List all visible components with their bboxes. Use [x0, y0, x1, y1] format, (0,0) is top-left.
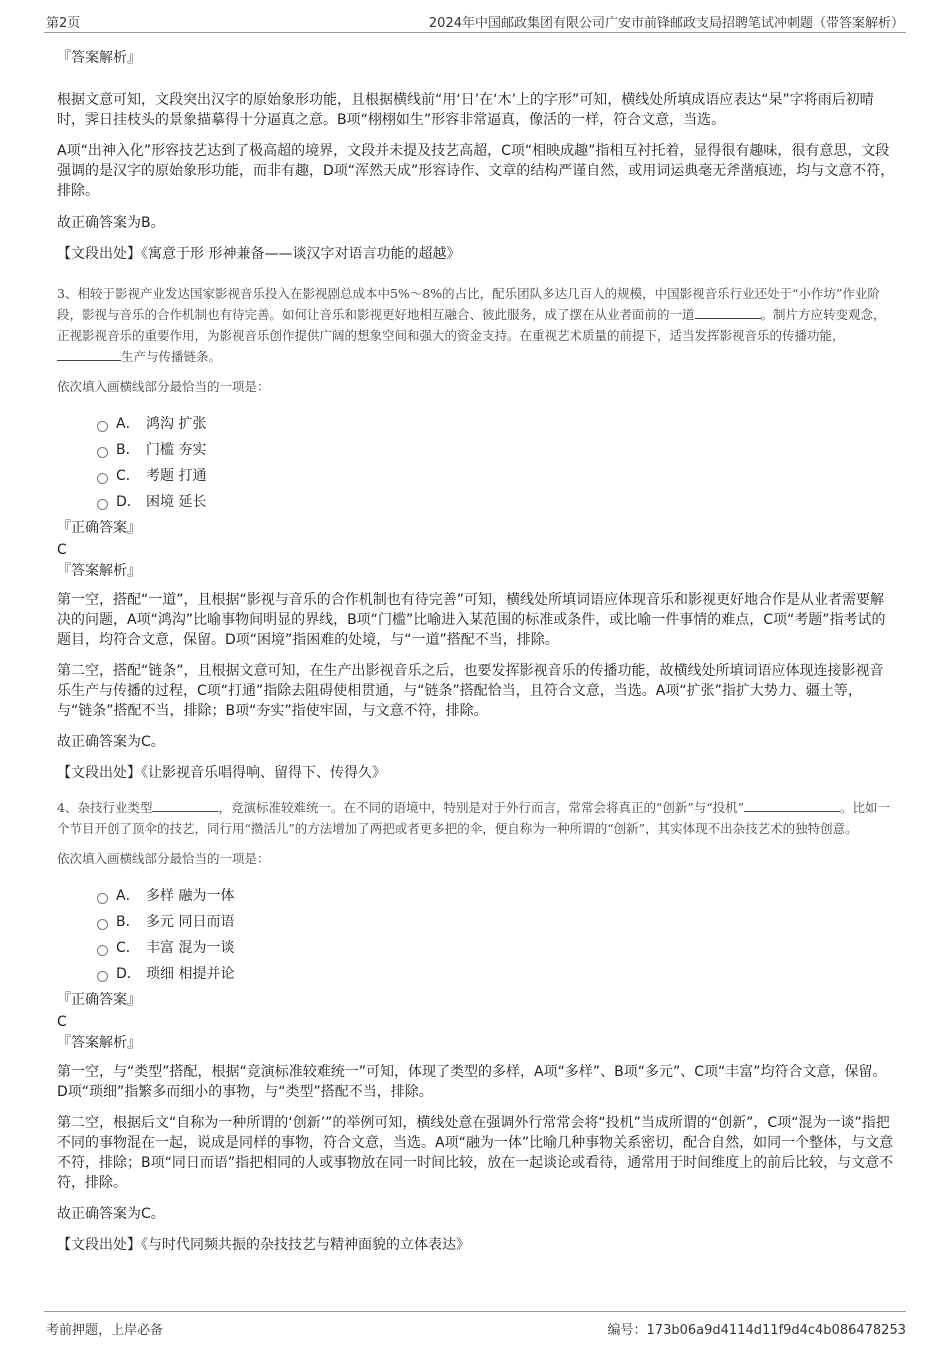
radio-icon[interactable] — [97, 919, 108, 930]
q3-text-a: 3、相较于影视产业发达国家影视音乐投入在影视剧总成本中5%～8%的占比，配乐团队多达几百人的规模，中国影视音乐行业还处于“小作坊”作业阶段，影视与音乐的合作机制也有待完善。如何让音乐和影视更好地相互融合、彼此服务，成了摆在从业者面前的一道 — [57, 286, 880, 322]
q4-options — [97, 882, 897, 986]
radio-icon[interactable] — [97, 499, 108, 510]
q2-analysis-p2: A项“出神入化”形容技艺达到了极高超的境界，文段并未提及技艺高超，C项“相映成趣”指相互衬托着，显得很有趣味，很有意思，文段强调的是汉字的原始象形功能，而非有趣，D项“浑然天成”形容诗作、文章的结构严谨自然，或用词运典毫无斧凿痕迹，均与文意不符，排除。 — [57, 143, 895, 199]
q4-analysis-p1: 第一空，与“类型”搭配，根据“竞演标准较难统一”可知，体现了类型的多样，A项“多样”、B项“多元”、C项“丰富”均符合文意，保留。D项“琐细”指繁多而细小的事物，与“类型”搭配不当，排除。 — [57, 1064, 887, 1100]
radio-icon[interactable] — [97, 893, 108, 904]
footer-serial: 编号：173b06a9d4114d11f9d4c4b086478253 — [607, 1323, 906, 1338]
page-content — [57, 40, 897, 1269]
q2-source: 【文段出处】《寓意于形 形神兼备——谈汉字对语言功能的超越》 — [57, 246, 461, 262]
q3-blank-2 — [57, 347, 121, 361]
q4-text-c: 。比如一个节目开创了顶伞的技艺，同行用“攒活儿”的方法增加了两把或者更多把的伞，便自称为一种所谓的“创新”，其实体现不出杂技艺术的独特创意。 — [57, 800, 891, 836]
radio-icon[interactable] — [97, 447, 108, 458]
q4-correct-label: 『正确答案』 — [57, 992, 141, 1008]
q4-prompt: 依次填入画横线部分最恰当的一项是： — [57, 851, 270, 866]
radio-icon[interactable] — [97, 945, 108, 956]
q2-analysis-label: 『答案解析』 — [57, 50, 141, 66]
q3-text-c: 生产与传播链条。 — [121, 349, 222, 364]
q3-option-a[interactable]: A． 鸿沟 扩张 — [97, 410, 897, 436]
radio-icon[interactable] — [97, 473, 108, 484]
q4-option-a[interactable]: A． 多样 融为一体 — [97, 882, 897, 908]
q3-analysis-label: 『答案解析』 — [57, 563, 141, 579]
q4-analysis-label: 『答案解析』 — [57, 1035, 141, 1051]
q3-analysis-p2: 第二空，搭配“链条”，且根据文意可知，在生产出影视音乐之后，也要发挥影视音乐的传播功能，故横线处所填词语应体现连接影视音乐生产与传播的过程，C项“打通”指除去阻碍使相贯通，与“链条”搭配恰当，且符合文意，当选。A项“扩张”指扩大势力、疆土等，与“链条”搭配不当，排除；B项“夯实”指使牢固，与文意不符，排除。 — [57, 663, 884, 719]
q4-option-d[interactable]: D． 琐细 相提并论 — [97, 960, 897, 986]
q4-text-b: ，竞演标准较难统一。在不同的语境中，特别是对于外行而言，常常会将真正的“创新”与“投机” — [218, 800, 745, 815]
footer-divider — [44, 1311, 906, 1312]
document-title: 2024年中国邮政集团有限公司广安市前锋邮政支局招聘笔试冲刺题（带答案解析） — [428, 16, 904, 31]
q3-analysis-p1: 第一空，搭配“一道”，且根据“影视与音乐的合作机制也有待完善”可知，横线处所填词语应体现音乐和影视更好地合作是从业者需要解决的问题，A项“鸿沟”比喻事物间明显的界线，B项“门槛”比喻进入某范围的标准或条件，或比喻一件事情的难点，C项“考题”指考试的题目，均符合文意，保留。D项“困境”指困难的处境，与“一道”搭配不当，排除。 — [57, 592, 886, 648]
q3-question — [57, 283, 897, 367]
page-header — [0, 0, 950, 40]
q3-text-b: 。制片方应转变观念，正视影视音乐的重要作用，为影视音乐创作提供广阔的想象空间和强大的资金支持。在重视艺术质量的前提下，适当发挥影视音乐的传播功能， — [57, 307, 886, 343]
q3-options — [97, 410, 897, 514]
q4-correct-answer: C — [57, 1014, 67, 1030]
q3-conclusion: 故正确答案为C。 — [57, 734, 165, 750]
q4-question — [57, 797, 897, 839]
q4-conclusion: 故正确答案为C。 — [57, 1206, 165, 1222]
q3-option-b[interactable]: B． 门槛 夯实 — [97, 436, 897, 462]
q3-source: 【文段出处】《让影视音乐唱得响、留得下、传得久》 — [57, 765, 386, 781]
q3-correct-answer: C — [57, 542, 67, 558]
q4-text-a: 4、杂技行业类型 — [57, 800, 153, 815]
q3-option-c[interactable]: C． 考题 打通 — [97, 462, 897, 488]
page-footer — [0, 1305, 950, 1345]
q4-option-b[interactable]: B． 多元 同日而语 — [97, 908, 897, 934]
footer-slogan: 考前押题，上岸必备 — [46, 1323, 164, 1338]
q2-analysis-p1: 根据文意可知，文段突出汉字的原始象形功能，且根据横线前“用‘日’在‘木’上的字形”可知，横线处所填成语应表达“杲”字将雨后初晴时，霁日挂枝头的景象描摹得十分逼真之意。B项“栩栩如生”形容非常逼真，像活的一样，符合文意，当选。 — [57, 92, 874, 128]
radio-icon[interactable] — [97, 971, 108, 982]
q4-blank-1 — [152, 798, 218, 812]
q3-blank-1 — [695, 305, 761, 319]
page-number: 第2页 — [46, 16, 81, 31]
q3-correct-label: 『正确答案』 — [57, 520, 141, 536]
radio-icon[interactable] — [97, 421, 108, 432]
q4-analysis-p2: 第二空，根据后文“自称为一种所谓的‘创新’”的举例可知，横线处意在强调外行常常会将“投机”当成所谓的“创新”，C项“混为一谈”指把不同的事物混在一起，说成是同样的事物，符合文意，当选。A项“融为一体”比喻几种事物关系密切，配合自然，如同一个整体，与文意不符，排除；B项“同日而语”指把相同的人或事物放在同一时间比较，放在一起谈论或看待，通常用于时间维度上的前后比较，与文意不符，排除。 — [57, 1115, 894, 1191]
q2-conclusion: 故正确答案为B。 — [57, 215, 165, 231]
q3-option-d[interactable]: D． 困境 延长 — [97, 488, 897, 514]
header-divider — [44, 32, 906, 33]
q4-option-c[interactable]: C． 丰富 混为一谈 — [97, 934, 897, 960]
q3-prompt: 依次填入画横线部分最恰当的一项是： — [57, 379, 270, 394]
q4-blank-2 — [744, 798, 840, 812]
q4-source: 【文段出处】《与时代同频共振的杂技技艺与精神面貌的立体表达》 — [57, 1237, 470, 1253]
